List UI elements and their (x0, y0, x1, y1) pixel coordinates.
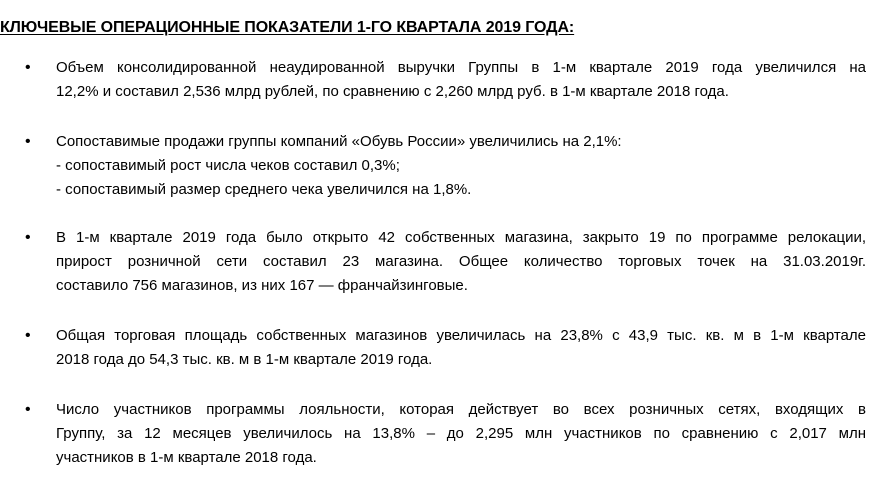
bullet-icon: • (25, 229, 31, 246)
text-line: Общая торговая площадь собственных магазинов увеличилась на 23,8% с 43,9 тыс. кв. м в 1-м квартале (56, 327, 866, 344)
list-item-text (56, 130, 866, 202)
text-line: В 1-м квартале 2019 года было открыто 42 собственных магазина, закрыто 19 по программе релокации, (56, 229, 866, 246)
bullet-icon: • (25, 59, 31, 76)
list-item-text (56, 56, 866, 104)
text-line: - сопоставимый размер среднего чека увеличился на 1,8%. (56, 181, 472, 198)
bullet-icon: • (25, 133, 31, 150)
text-line: Сопоставимые продажи группы компаний «Обувь России» увеличились на 2,1%: (56, 133, 622, 150)
text-line: 2018 года до 54,3 тыс. кв. м в 1-м квартале 2019 года. (56, 351, 433, 368)
text-line: - сопоставимый рост числа чеков составил 0,3%; (56, 157, 400, 174)
section-heading: КЛЮЧЕВЫЕ ОПЕРАЦИОННЫЕ ПОКАЗАТЕЛИ 1-ГО КВАРТАЛА 2019 ГОДА: (0, 19, 575, 36)
bullet-icon: • (25, 401, 31, 418)
list-item-text (56, 226, 866, 298)
text-line: составило 756 магазинов, из них 167 — франчайзинговые. (56, 277, 468, 294)
bullet-icon: • (25, 327, 31, 344)
text-line: прирост розничной сети составил 23 магазина. Общее количество торговых точек на 31.03.2019г. (56, 253, 866, 270)
text-line: участников в 1-м квартале 2018 года. (56, 449, 317, 466)
text-line: 12,2% и составил 2,536 млрд рублей, по сравнению с 2,260 млрд руб. в 1-м квартале 2018 года. (56, 83, 729, 100)
list-item-text (56, 398, 866, 470)
list-item-text (56, 324, 866, 372)
text-line: Число участников программы лояльности, которая действует во всех розничных сетях, входящих в (56, 401, 866, 418)
text-line: Группу, за 12 месяцев увеличилось на 13,8% – до 2,295 млн участников по сравнению с 2,017 млн (56, 425, 866, 442)
text-line: Объем консолидированной неаудированной выручки Группы в 1-м квартале 2019 года увеличился на (56, 59, 866, 76)
